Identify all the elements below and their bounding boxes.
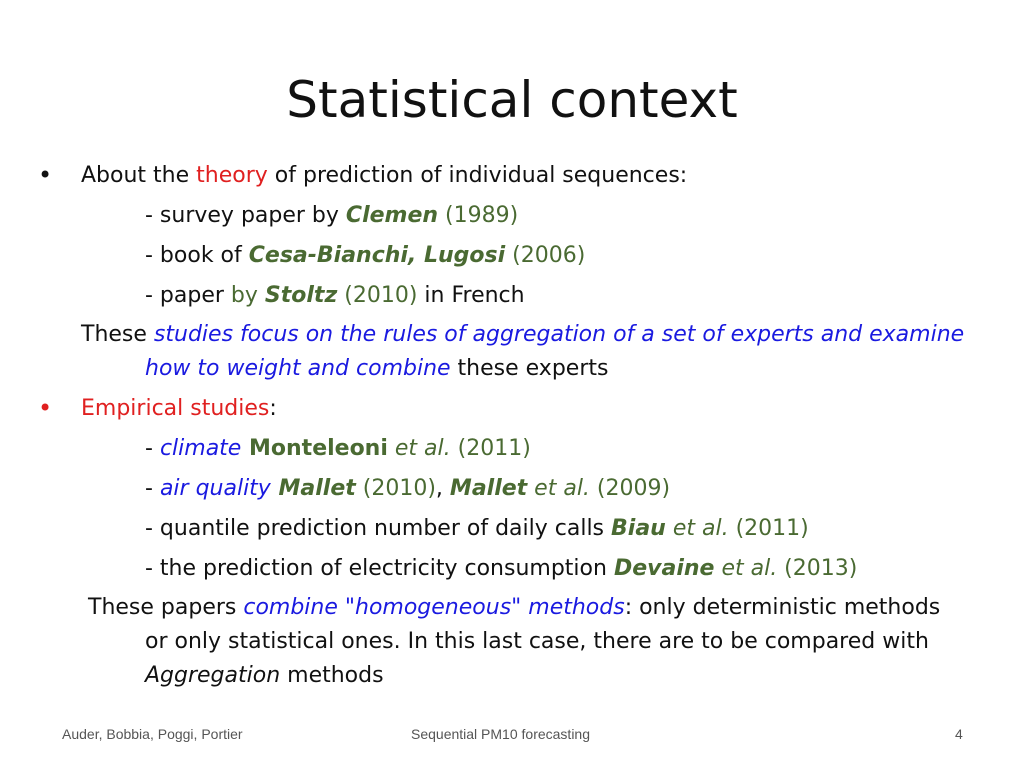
sub-item-electricity — [145, 554, 857, 584]
text: - survey paper by — [145, 203, 346, 228]
author-name: Monteleoni — [241, 436, 388, 461]
text: or only statistical ones. In this last case, there are to be compared with — [145, 629, 929, 654]
text: methods — [280, 663, 384, 688]
sub-item-climate — [145, 434, 531, 464]
topic: air quality — [159, 476, 271, 501]
empirical-heading: Empirical studies — [81, 396, 270, 421]
footer-title: Sequential PM10 forecasting — [411, 726, 590, 742]
et-al: et al. — [527, 476, 590, 501]
topic: climate — [159, 436, 242, 461]
paragraph-papers-line1 — [88, 593, 940, 623]
year: (2013) — [777, 556, 858, 581]
year: (2011) — [728, 516, 809, 541]
paragraph-papers-line3 — [145, 661, 384, 691]
sub-item-cesa-bianchi — [145, 241, 585, 271]
theory-highlight: theory — [196, 163, 268, 188]
year: (2011) — [450, 436, 531, 461]
text: in French — [417, 283, 525, 308]
text: These papers — [88, 595, 244, 620]
emphasis: combine "homogeneous" methods — [243, 595, 625, 620]
paragraph-studies-line1 — [81, 320, 964, 350]
author-name: Clemen — [345, 203, 439, 228]
text: , — [435, 476, 450, 501]
text: - paper — [145, 283, 231, 308]
et-al: et al. — [665, 516, 729, 541]
author-name: Stoltz — [264, 283, 338, 308]
emphasis: how to weight and combine — [145, 356, 451, 381]
sub-item-stoltz — [145, 281, 525, 311]
slide-title: Statistical context — [286, 71, 738, 129]
paragraph-papers-line2 — [145, 627, 929, 657]
text: of prediction of individual sequences: — [267, 163, 688, 188]
bullet-theory — [81, 161, 687, 191]
text: : — [269, 396, 277, 421]
paragraph-studies-line2 — [145, 354, 608, 384]
text: - book of — [145, 243, 249, 268]
year: (2009) — [589, 476, 671, 501]
year: (1989) — [438, 203, 519, 228]
text: : only deterministic methods — [624, 595, 941, 620]
author-name: Devaine — [613, 556, 715, 581]
text: - — [145, 476, 160, 501]
text: - quantile prediction number of daily calls — [145, 516, 612, 541]
bullet-dot: • — [38, 161, 53, 189]
author-name: Cesa-Bianchi, Lugosi — [248, 243, 506, 268]
year: (2010) — [355, 476, 436, 501]
emphasis: studies focus on the rules of aggregation of a set of experts and examine — [153, 322, 965, 347]
page-number: 4 — [955, 726, 963, 742]
author-name: Mallet — [449, 476, 528, 501]
text: These — [81, 322, 154, 347]
bullet-empirical — [81, 394, 277, 424]
sub-item-air-quality — [145, 474, 670, 504]
year: (2006) — [505, 243, 586, 268]
et-al: et al. — [387, 436, 451, 461]
et-al: et al. — [714, 556, 778, 581]
footer-authors: Auder, Bobbia, Poggi, Portier — [62, 726, 243, 742]
text: About the — [81, 163, 197, 188]
sub-item-clemen — [145, 201, 518, 231]
emphasis: Aggregation — [145, 663, 281, 688]
author-name: Biau — [611, 516, 666, 541]
text: - — [145, 436, 160, 461]
author-name: Mallet — [270, 476, 356, 501]
text: these experts — [450, 356, 609, 381]
text: by — [230, 283, 265, 308]
text: - the prediction of electricity consumption — [145, 556, 614, 581]
year: (2010) — [337, 283, 418, 308]
sub-item-quantile — [145, 514, 809, 544]
bullet-dot: • — [38, 394, 53, 422]
